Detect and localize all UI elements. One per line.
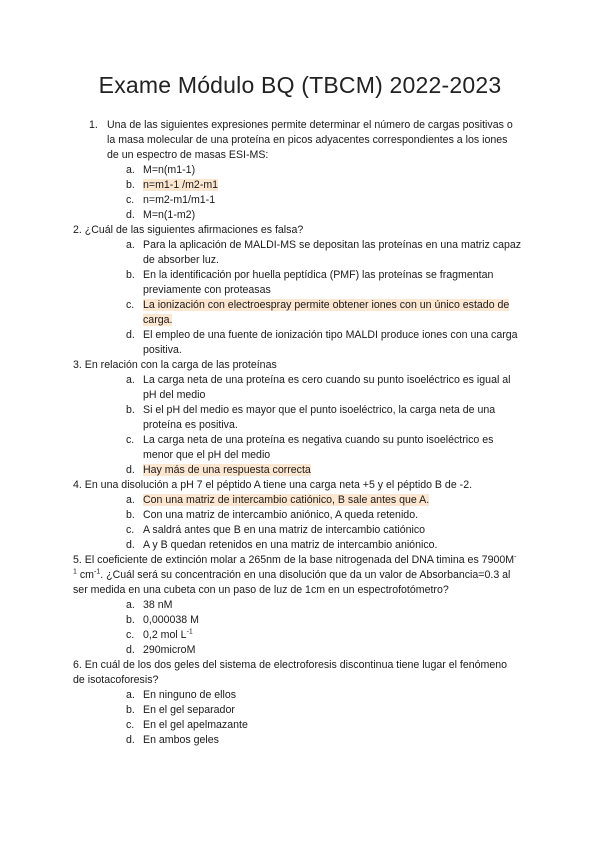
option-letter: c.	[126, 194, 135, 206]
option-b	[126, 703, 523, 718]
option-text: Con una matriz de intercambio aniónico, A queda retenido.	[143, 509, 419, 521]
option-letter: c.	[126, 434, 135, 446]
option-b	[126, 268, 523, 298]
question-text: Una de las siguientes expresiones permite determinar el número de cargas positivas o la masa molecular de una proteína en picos adyacentes correspondientes a los iones de un espectro de masas ESI-MS:	[107, 119, 513, 161]
option-letter: d.	[126, 644, 135, 656]
option-letter: b.	[126, 614, 135, 626]
option-text: M=n(m1-1)	[143, 164, 196, 176]
superscript: -1	[73, 553, 517, 576]
option-letter: a.	[126, 689, 135, 701]
option-text: En el gel apelmazante	[143, 719, 248, 731]
option-text: A y B quedan retenidos en una matriz de intercambio aniónico.	[143, 539, 438, 551]
question-5-options	[0, 598, 600, 658]
question-4: 4. En una disolución a pH 7 el péptido A tiene una carga neta +5 y el péptido B de -2.	[73, 479, 473, 491]
option-letter: c.	[126, 719, 135, 731]
option-a	[126, 373, 523, 403]
question-3: 3. En relación con la carga de las proteínas	[73, 359, 277, 371]
option-c	[126, 298, 523, 328]
option-letter: d.	[126, 209, 135, 221]
question-text: cm	[76, 569, 94, 581]
option-text: 290microM	[143, 644, 196, 656]
page-title: Exame Módulo BQ (TBCM) 2022-2023	[98, 72, 502, 98]
option-text: Para la aplicación de MALDI-MS se depositan las proteínas en una matriz capaz de absorber luz.	[143, 239, 522, 266]
option-letter: c.	[126, 524, 135, 536]
question-text: . ¿Cuál será su concentración en una disolución que da un valor de Absorbancia=0.3 al ser medida en una cubeta con un paso de luz de 1cm en un espectrofotómetro?	[73, 569, 511, 596]
option-letter: d.	[126, 539, 135, 551]
option-letter: c.	[126, 629, 135, 641]
option-letter: b.	[126, 404, 135, 416]
option-b	[126, 613, 523, 628]
question-number: 1.	[89, 119, 98, 131]
option-letter: d.	[126, 329, 135, 341]
option-c	[126, 718, 523, 733]
option-letter: d.	[126, 464, 135, 476]
question-5	[73, 553, 518, 598]
option-d	[126, 538, 523, 553]
option-text-highlighted: Hay más de una respuesta correcta	[143, 464, 311, 476]
option-d	[126, 643, 523, 658]
option-d	[126, 208, 523, 223]
option-text: 0,000038 M	[143, 614, 199, 626]
option-letter: c.	[126, 299, 135, 311]
option-letter: b.	[126, 269, 135, 281]
option-text: n=m2-m1/m1-1	[143, 194, 216, 206]
option-text: En el gel separador	[143, 704, 235, 716]
option-text: M=n(1-m2)	[143, 209, 196, 221]
option-letter: a.	[126, 599, 135, 611]
option-text: Si el pH del medio es mayor que el punto isoeléctrico, la carga neta de una proteína es positiva.	[143, 404, 496, 431]
option-letter: b.	[126, 179, 135, 191]
option-letter: a.	[126, 494, 135, 506]
question-1-options	[0, 163, 600, 223]
option-letter: b.	[126, 704, 135, 716]
option-text: El empleo de una fuente de ionización tipo MALDI produce iones con una carga positiva.	[143, 329, 518, 356]
option-text: En la identificación por huella peptídica (PMF) las proteínas se fragmentan previamente con proteasas	[143, 269, 494, 296]
option-text-highlighted: n=m1-1 /m2-m1	[143, 179, 219, 191]
option-b	[126, 403, 523, 433]
option-d	[126, 328, 523, 358]
option-a	[126, 238, 523, 268]
option-text: 0,2 mol L	[143, 629, 187, 641]
option-letter: d.	[126, 734, 135, 746]
option-a	[126, 598, 523, 613]
superscript: -1	[93, 568, 101, 576]
option-letter: a.	[126, 239, 135, 251]
option-c	[126, 628, 523, 643]
option-d	[126, 733, 523, 748]
option-text: La carga neta de una proteína es cero cuando su punto isoeléctrico es igual al pH del medio	[143, 374, 511, 401]
superscript: -1	[186, 628, 193, 636]
question-6: 6. En cuál de los dos geles del sistema de electroforesis discontinua tiene lugar el fenómeno de isotacoforesis?	[73, 659, 508, 686]
option-c	[126, 193, 523, 208]
option-text: En ambos geles	[143, 734, 219, 746]
question-text: 5. El coeficiente de extinción molar a 265nm de la base nitrogenada del DNA timina es 7900M	[73, 554, 515, 566]
question-3-options	[0, 373, 600, 478]
option-letter: b.	[126, 509, 135, 521]
option-text: La carga neta de una proteína es negativa cuando su punto isoeléctrico es menor que el pH del medio	[143, 434, 494, 461]
question-2: 2. ¿Cuál de las siguientes afirmaciones es falsa?	[73, 224, 304, 236]
question-6-options	[0, 688, 600, 748]
option-d	[126, 463, 523, 478]
option-text: 38 nM	[143, 599, 173, 611]
option-a	[126, 493, 523, 508]
option-b	[126, 178, 523, 193]
option-text: A saldrá antes que B en una matriz de intercambio catiónico	[143, 524, 426, 536]
question-4-options	[0, 493, 600, 553]
option-letter: a.	[126, 164, 135, 176]
option-letter: a.	[126, 374, 135, 386]
option-b	[126, 508, 523, 523]
option-a	[126, 688, 523, 703]
option-c	[126, 523, 523, 538]
question-2-options	[0, 238, 600, 358]
option-c	[126, 433, 523, 463]
option-text: En ninguno de ellos	[143, 689, 237, 701]
option-text-highlighted: Con una matriz de intercambio catiónico, B sale antes que A.	[143, 494, 430, 506]
question-1	[89, 118, 517, 163]
option-text-highlighted: La ionización con electroespray permite obtener iones con un único estado de carga.	[143, 299, 510, 326]
option-a	[126, 163, 523, 178]
exam-document	[0, 118, 600, 748]
